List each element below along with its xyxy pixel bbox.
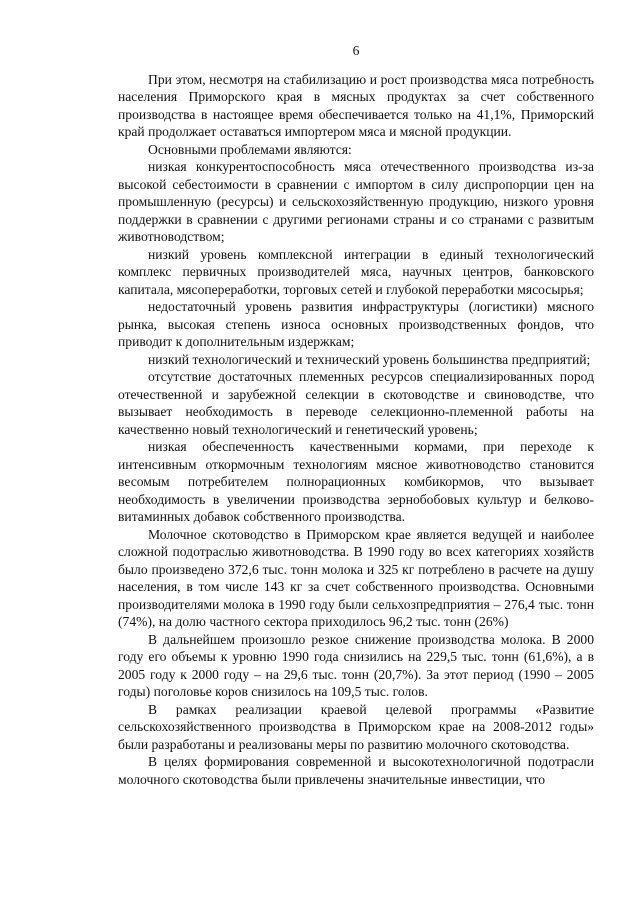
paragraph-problem-6: низкая обеспеченность качественными кормами, при переходе к интенсивным откормочным технологиям мясное животноводство становится весомым потребителем полнорационных комбикормов, что вызывает необходимость в увеличении производства зернобобовых культур и белково-витаминных добавок собственного производства. — [118, 439, 594, 524]
paragraph-problem-4: низкий технологический и технический уровень большинства предприятий; — [148, 351, 591, 367]
paragraph-1: При этом, несмотря на стабилизацию и рост производства мяса потребность населения Приморского края в мясных продуктах за счет собственного производства в настоящее время обеспечивается только на 41,1%, Приморский край продолжает оставаться импортером мяса и мясной продукции. — [118, 71, 594, 139]
page-number: 6 — [352, 43, 360, 58]
paragraph-investments: В целях формирования современной и высокотехнологичной подотрасли молочного скотоводства были привлечены значительные инвестиции, что — [118, 754, 594, 787]
paragraph-dairy: Молочное скотоводство в Приморском крае является ведущей и наиболее сложной подотраслью животноводства. В 1990 году во всех категориях хозяйств было произведено 372,6 тыс. тонн молока и 325 кг потреблено в расчете на душу населения, в том числе 143 кг за счет собственного производства. Основными производителями молока в 1990 году были сельхозпредприятия – 276,4 тыс. тонн (74%), на долю частного сектора приходилось 96,2 тыс. тонн (26%) — [118, 526, 594, 629]
paragraph-problems-heading: Основными проблемами являются: — [148, 141, 352, 157]
paragraph-problem-2: низкий уровень комплексной интеграции в единый технологический комплекс первичных производителей мяса, научных центров, банковского капитала, мясопереработки, торговых сетей и глубокой переработки мясосырья; — [118, 246, 594, 297]
paragraph-decline: В дальнейшем произошло резкое снижение производства молока. В 2000 году его объемы к уровню 1990 года снизились на 229,5 тыс. тонн (61,6%), а в 2005 году к 2000 году – на 29,6 тыс. тонн (20,7%). За этот период (1990 – 2005 годы) поголовье коров снизилось на 109,5 тыс. голов. — [118, 631, 594, 699]
paragraph-problem-1: низкая конкурентоспособность мяса отечественного производства из-за высокой себестоимости в сравнении с импортом в силу диспропорции цен на промышленную (ресурсы) и сельскохозяйственную продукцию, низкого уровня поддержки в сравнении с другими регионами страны и со странами с развитым животноводством; — [118, 159, 594, 244]
paragraph-program: В рамках реализации краевой целевой программы «Развитие сельскохозяйственного производства в Приморском крае на 2008-2012 годы» были разработаны и реализованы меры по развитию молочного скотоводства. — [118, 701, 594, 752]
paragraph-problem-5: отсутствие достаточных племенных ресурсов специализированных пород отечественной и зарубежной селекции в скотоводстве и свиноводстве, что вызывает необходимость в переводе селекционно-племенной работы на качественно новый технологический и генетический уровень; — [118, 369, 594, 437]
paragraph-problem-3: недостаточный уровень развития инфраструктуры (логистики) мясного рынка, высокая степень износа основных производственных фондов, что приводит к дополнительным издержкам; — [118, 299, 594, 349]
